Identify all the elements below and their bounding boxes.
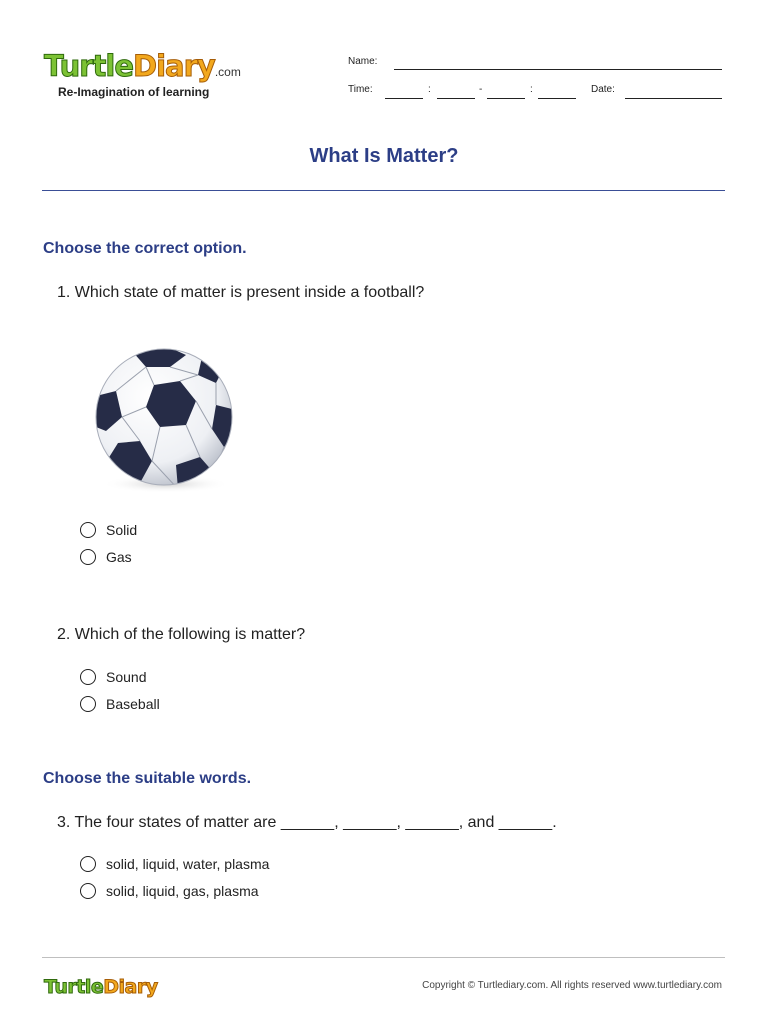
title-divider (42, 190, 725, 191)
name-label: Name: (348, 56, 378, 67)
time-label: Time: (348, 84, 373, 95)
time-range-separator: - (479, 84, 483, 95)
footer-logo-text-turtle: Turtle (44, 976, 104, 998)
time-separator: : (428, 84, 431, 95)
section-heading-correct-option: Choose the correct option. (43, 240, 247, 257)
option-label: solid, liquid, water, plasma (106, 856, 270, 872)
radio-button[interactable] (80, 696, 96, 712)
footer-logo (44, 975, 158, 999)
time-end-hours-field[interactable] (487, 97, 525, 99)
time-start-minutes-field[interactable] (437, 97, 475, 99)
logo-text-com: .com (214, 65, 241, 79)
time-start-hours-field[interactable] (385, 97, 423, 99)
name-field[interactable] (394, 68, 722, 70)
option-label: Solid (106, 522, 138, 538)
section-heading-suitable-words: Choose the suitable words. (43, 770, 252, 787)
footer-divider (42, 957, 725, 958)
q2-option-sound[interactable] (80, 667, 146, 687)
footer-logo-text-diary: Diary (103, 976, 158, 998)
logo-text-turtle: Turtle (44, 49, 134, 83)
option-label: Baseball (106, 696, 160, 712)
q1-option-solid[interactable] (80, 520, 137, 540)
q3-option-1[interactable] (80, 854, 269, 874)
date-field[interactable] (625, 97, 722, 99)
turtlediary-logo (44, 48, 241, 84)
date-label: Date: (591, 84, 615, 95)
option-label: Gas (106, 549, 132, 565)
copyright-text: Copyright © Turtlediary.com. All rights reserved www.turtlediary.com (422, 980, 722, 991)
radio-button[interactable] (80, 856, 96, 872)
radio-button[interactable] (80, 669, 96, 685)
question-2-text: 2. Which of the following is matter? (57, 626, 306, 643)
soccer-ball-image (92, 343, 238, 495)
time-end-minutes-field[interactable] (538, 97, 576, 99)
radio-button[interactable] (80, 549, 96, 565)
q3-option-2[interactable] (80, 881, 259, 901)
question-3-text: 3. The four states of matter are ______, ______, ______, and ______. (57, 814, 557, 831)
option-label: solid, liquid, gas, plasma (106, 883, 259, 899)
radio-button[interactable] (80, 522, 96, 538)
worksheet-title: What Is Matter? (309, 145, 459, 167)
option-label: Sound (106, 669, 147, 685)
logo-tagline: Re-Imagination of learning (58, 85, 210, 99)
q2-option-baseball[interactable] (80, 694, 160, 714)
q1-option-gas[interactable] (80, 547, 132, 567)
time-separator: : (530, 84, 533, 95)
question-1-text: 1. Which state of matter is present inside a football? (57, 284, 425, 301)
radio-button[interactable] (80, 883, 96, 899)
logo-text-diary: Diary (133, 49, 215, 83)
